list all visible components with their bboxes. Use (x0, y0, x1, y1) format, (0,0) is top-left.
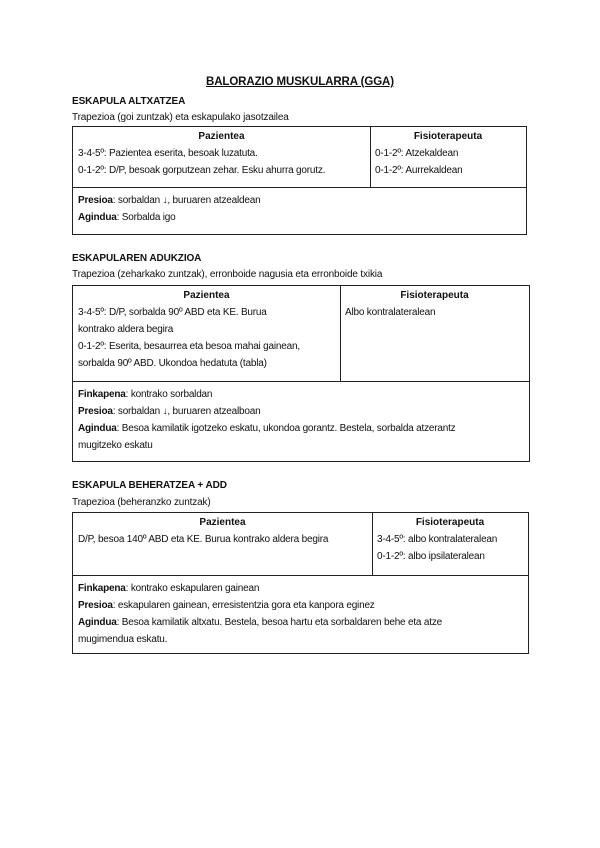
therapist-header: Fisioterapeuta (400, 290, 469, 301)
therapist-line: Albo kontralateralean (345, 307, 436, 318)
detail-line: Finkapena: kontrako eskapularen gainean (78, 583, 260, 594)
patient-line: 3-4-5º: D/P, sorbalda 90º ABD eta KE. Burua (78, 307, 267, 318)
evaluation-table (72, 285, 530, 462)
patient-header: Pazientea (199, 517, 246, 528)
evaluation-table (72, 512, 529, 654)
therapist-header: Fisioterapeuta (413, 131, 483, 142)
detail-line: Presioa: sorbaldan ↓, buruaren atzealdean (78, 195, 261, 206)
details-block (73, 382, 529, 457)
detail-line: Agindua: Besoa kamilatik altxatu. Bestela, besoa hartu eta sorbaldaren behe eta atze (78, 617, 442, 628)
detail-line: mugimendua eskatu. (78, 634, 168, 645)
page-title: BALORAZIO MUSKULARRA (GGA) (206, 76, 394, 88)
section-subtitle: Trapezioa (goi zuntzak) eta eskapulako jasotzailea (72, 112, 289, 123)
detail-line: Presioa: eskapularen gainean, erresistentzia gora eta kanpora eginez (78, 600, 375, 611)
evaluation-table (72, 126, 527, 235)
details-block (73, 188, 526, 229)
patient-line: 0-1-2º: Eserita, besaurrea eta besoa mahai gainean, (78, 341, 300, 352)
detail-line: Finkapena: kontrako sorbaldan (78, 389, 213, 400)
patient-column (73, 127, 371, 187)
section-heading: ESKAPULA BEHERATZEA + ADD (72, 480, 227, 491)
therapist-column (373, 513, 528, 575)
section-heading: ESKAPULA ALTXATZEA (72, 96, 186, 107)
patient-line: 0-1-2º: D/P, besoak gorputzean zehar. Esku ahurra gorutz. (78, 165, 326, 176)
therapist-line: 0-1-2º: albo ipsilateralean (377, 551, 485, 562)
patient-line: kontrako aldera begira (78, 324, 174, 335)
patient-column (73, 513, 373, 575)
detail-line: Presioa: sorbaldan ↓, buruaren atzealboan (78, 406, 261, 417)
detail-line: mugitzeko eskatu (78, 440, 153, 451)
section-subtitle: Trapezioa (zeharkako zuntzak), erronboide nagusia eta erronboide txikia (72, 269, 383, 280)
details-block (73, 576, 528, 651)
section-heading: ESKAPULAREN ADUKZIOA (72, 253, 202, 264)
therapist-line: 3-4-5º: albo kontralateralean (377, 534, 498, 545)
patient-line: 3-4-5º: Pazientea eserita, besoak luzatuta. (78, 148, 258, 159)
detail-line: Agindua: Besoa kamilatik igotzeko eskatu, ukondoa gorantz. Bestela, sorbalda atzerantz (78, 423, 456, 434)
therapist-line: 0-1-2º: Aurrekaldean (375, 165, 463, 176)
patient-column (73, 286, 341, 381)
patient-line: D/P, besoa 140º ABD eta KE. Burua kontrako aldera begira (78, 534, 329, 545)
section-subtitle: Trapezioa (beheranzko zuntzak) (72, 497, 211, 508)
therapist-line: 0-1-2º: Atzekaldean (375, 148, 459, 159)
patient-header: Pazientea (183, 290, 230, 301)
patient-header: Pazientea (198, 131, 245, 142)
therapist-header: Fisioterapeuta (415, 517, 485, 528)
patient-line: sorbalda 90º ABD. Ukondoa hedatuta (tabla) (78, 358, 267, 369)
detail-line: Agindua: Sorbalda igo (78, 212, 176, 223)
therapist-column (371, 127, 526, 187)
therapist-column (341, 286, 529, 381)
